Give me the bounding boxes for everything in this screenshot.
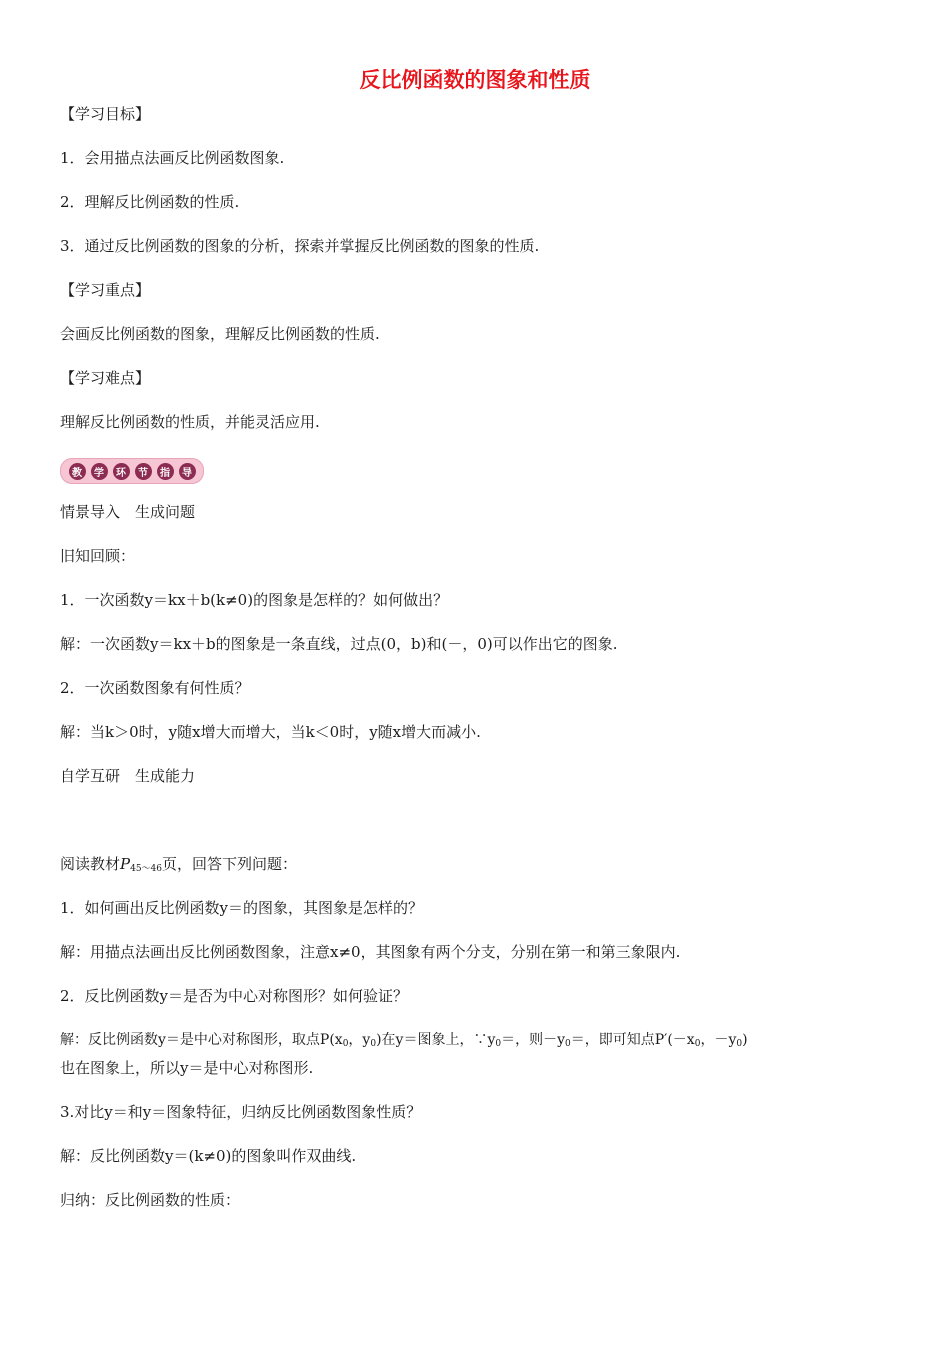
subscript: 0 <box>342 1039 349 1049</box>
answer-2-part: ) <box>742 1032 748 1048</box>
subscript: 0 <box>495 1039 502 1049</box>
reading-suffix: 页，回答下列问题： <box>162 855 298 873</box>
reading-instruction <box>60 854 297 879</box>
answer-2 <box>60 1030 748 1054</box>
banner-char: 环 <box>113 463 130 480</box>
banner-char: 教 <box>69 463 86 480</box>
difficulty-text: 理解反比例函数的性质，并能灵活应用. <box>60 413 320 431</box>
question-3: 3.对比y＝和y＝图象特征，归纳反比例函数图象性质？ <box>60 1103 422 1121</box>
answer-2-part: ，－y <box>700 1032 737 1048</box>
banner-char: 指 <box>157 463 174 480</box>
banner-char: 节 <box>135 463 152 480</box>
answer-1: 解：用描点法画出反比例函数图象，注意x≠0，其图象有两个分支，分别在第一和第三象限内. <box>60 943 681 961</box>
reading-prefix: 阅读教材 <box>60 855 121 873</box>
subscript: 0 <box>736 1039 743 1049</box>
subscript: 0 <box>370 1039 377 1049</box>
goal-item-3: 3．通过反比例函数的图象的分析，探索并掌握反比例函数的图象的性质. <box>60 237 540 255</box>
review-answer-1: 解：一次函数y＝kx＋b的图象是一条直线，过点(0，b)和(－，0)可以作出它的图象. <box>60 635 618 653</box>
review-heading: 旧知回顾： <box>60 547 136 565</box>
question-1: 1．如何画出反比例函数y＝的图象，其图象是怎样的？ <box>60 899 424 917</box>
subscript: 0 <box>565 1039 571 1049</box>
answer-2-part: 解：反比例函数y＝是中心对称图形，取点P(x <box>60 1032 343 1048</box>
page-letter: P <box>120 855 131 873</box>
question-2: 2．反比例函数y＝是否为中心对称图形？如何验证？ <box>60 987 409 1005</box>
answer-2-part: ＝，则－y <box>501 1032 566 1048</box>
section-banner <box>60 458 204 484</box>
focus-text: 会画反比例函数的图象，理解反比例函数的性质. <box>60 325 380 343</box>
answer-2-part: ，y <box>348 1032 371 1048</box>
intro-heading: 情景导入 生成问题 <box>60 503 196 521</box>
subscript: 0 <box>694 1039 701 1049</box>
difficulty-header: 【学习难点】 <box>60 369 151 387</box>
document-title: 反比例函数的图象和性质 <box>359 68 591 92</box>
review-question-1: 1．一次函数y＝kx＋b(k≠0)的图象是怎样的？如何做出？ <box>60 591 449 609</box>
review-answer-2: 解：当k＞0时，y随x增大而增大，当k＜0时，y随x增大而减小. <box>60 723 481 741</box>
banner-char: 导 <box>179 463 196 480</box>
focus-header: 【学习重点】 <box>60 281 151 299</box>
answer-2-continued: 也在图象上，所以y＝是中心对称图形. <box>60 1059 314 1077</box>
answer-3: 解：反比例函数y＝(k≠0)的图象叫作双曲线. <box>60 1147 357 1165</box>
answer-2-part: ＝，即可知点P′(－x <box>570 1032 695 1048</box>
review-question-2: 2．一次函数图象有何性质？ <box>60 679 250 697</box>
self-study-heading: 自学互研 生成能力 <box>60 767 196 785</box>
banner-char: 学 <box>91 463 108 480</box>
summary-heading: 归纳：反比例函数的性质： <box>60 1191 241 1209</box>
goals-header: 【学习目标】 <box>60 105 151 123</box>
goal-item-1: 1．会用描点法画反比例函数图象. <box>60 149 285 167</box>
page-range: 45～46 <box>130 864 163 874</box>
answer-2-part: )在y＝图象上，∵y <box>376 1032 496 1048</box>
goal-item-2: 2．理解反比例函数的性质. <box>60 193 240 211</box>
